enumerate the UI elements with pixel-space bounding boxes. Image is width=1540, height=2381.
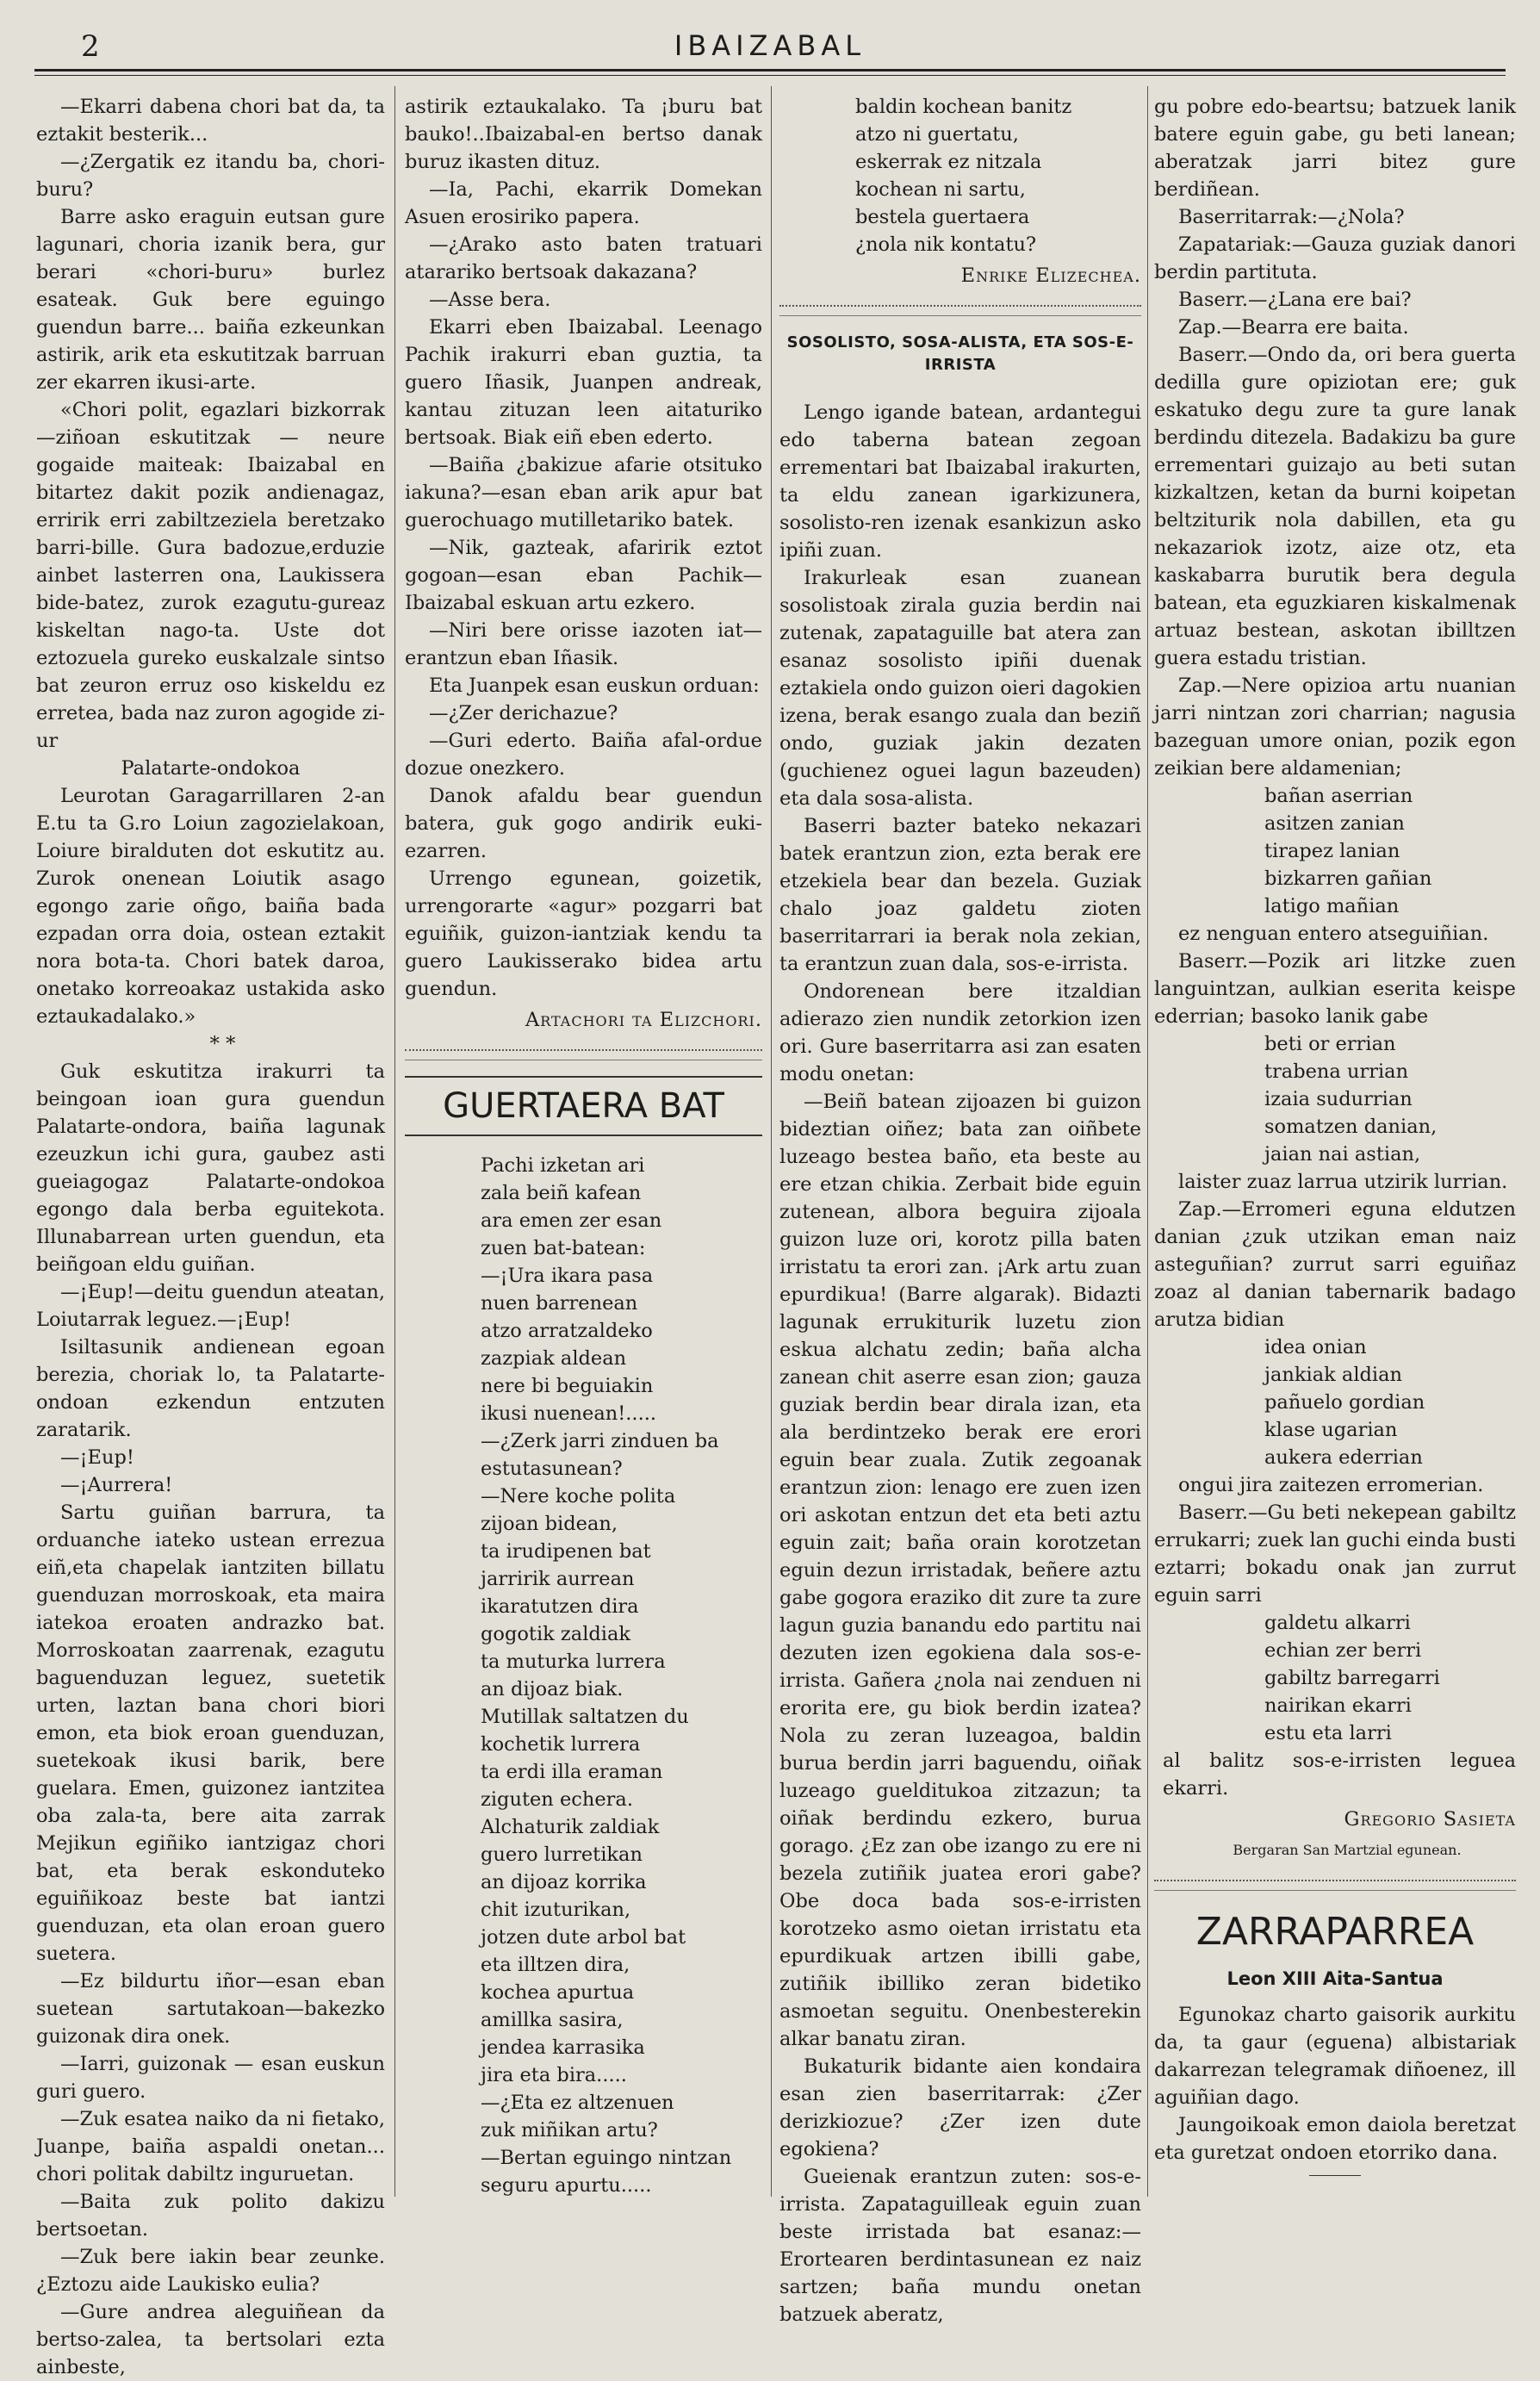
poem-line: zala beiñ kafean bbox=[481, 1182, 642, 1204]
column-2 bbox=[405, 93, 762, 2195]
poem-line: —¡Ura ikara pasa bbox=[481, 1265, 654, 1287]
poem-line: gabiltz barregarri bbox=[1264, 1667, 1440, 1689]
paragraph: —¿Arako asto baten tratuari atarariko bertsoak dakazana? bbox=[405, 233, 762, 283]
poem-line: kochean ni sartu, bbox=[855, 178, 1026, 201]
paragraph: Guk eskutitza irakurri ta beingoan ioan gura guendun Palatarte-ondora, baiña lagunak ezeuzkun ichi gura, gaubez asti gueiagogaz Palatarte-ondokoa egongo dala berba eguitekota. Illunabarrean urten guendun, eta beiñgoan eldu guiñan. bbox=[36, 1060, 385, 1276]
poem-line: jira eta bira..... bbox=[481, 2064, 627, 2086]
poem-line: bizkarren gañian bbox=[1264, 867, 1432, 890]
poem-line: chit izuturikan, bbox=[481, 1899, 631, 1921]
poem-line: zijoan bidean, bbox=[481, 1513, 618, 1535]
poem-line: jaian nai astian, bbox=[1264, 1143, 1421, 1166]
poem bbox=[779, 93, 1141, 258]
paragraph: al balitz sos-e-irristen leguea ekarri. bbox=[1163, 1750, 1516, 1800]
poem-line: zuk miñikan artu? bbox=[481, 2119, 658, 2142]
paragraph: Barre asko eraguin eutsan gure lagunari, choria izanik bera, gur berari «chori-buru» burlez esateak. Guk bere eguingo guendun barre... baiña ezkeunkan astirik, arik eta eskutitzak barruan zer ekarren ikusi-arte. bbox=[36, 206, 385, 394]
paragraph: Baserr.—Ondo da, ori bera guerta dedilla gure opiziotan ere; guk eskatuko degu zure ta gure lanak berdindu ditezela. Badakizu ba gure errementari guizajo au beti sutan kizkaltzen, ketan da burni koipetan beltziturik nola dabillen, eta gu nekazariok izotz, aize otz, eta kaskabarra burutik bera degula batean, eta eguzkiaren kiskalmenak artuaz bestean, askotan ibilltzen guera estadu tristian. bbox=[1154, 344, 1516, 669]
column-3 bbox=[779, 93, 1141, 2326]
poem-line: Pachi izketan ari bbox=[481, 1154, 645, 1177]
poem-line: kochetik lurrera bbox=[481, 1733, 641, 1756]
poem-line: gogotik zaldiak bbox=[481, 1623, 631, 1645]
poem bbox=[405, 1152, 762, 2199]
poem-line: ara emen zer esan bbox=[481, 1209, 662, 1232]
article-signature: Gregorio Sasieta bbox=[1344, 1808, 1516, 1831]
poem-line: —Nere koche polita bbox=[481, 1485, 676, 1508]
paragraph: astirik eztaukalako. Ta ¡buru bat bauko!..Ibaizabal-en bertso danak buruz ikasten dituz. bbox=[405, 96, 762, 173]
poem-line: ta irudipenen bat bbox=[481, 1540, 651, 1563]
paragraph: Baserr.—¿Lana ere bai? bbox=[1178, 289, 1412, 311]
paragraph: ez nenguan entero atseguiñian. bbox=[1178, 923, 1489, 945]
page-header bbox=[34, 24, 1506, 69]
poem-line: ziguten echera. bbox=[481, 1788, 633, 1811]
poem-line: jendea karrasika bbox=[481, 2036, 645, 2059]
paragraph: Baserr.—Gu beti nekepean gabiltz errukarri; zuek lan guchi einda busti eztarri; bokadu onak jan zurrut eguin sarri bbox=[1154, 1501, 1516, 1607]
paragraph: Baserritarrak:—¿Nola? bbox=[1178, 206, 1405, 228]
paragraph: Isiltasunik andienean egoan berezia, choriak lo, ta Palatarte-ondoan ezkendun entzuten zaratarik. bbox=[36, 1336, 385, 1441]
paragraph: Irakurleak esan zuanean sosolistoak zirala guzia berdin nai zutenak, zapataguille bat atera zan esanaz sosolisto ipiñi duenak eztakiela ondo guizon oieri dagokien izena, berak esango zuala dan beziñ ondo, guziak jakin dezaten (guchienez oguei lagun bazeuden) eta dala sosa-alista. bbox=[779, 567, 1141, 810]
paragraph: —¿Zergatik ez itandu ba, chori-buru? bbox=[36, 151, 385, 201]
paragraph: Zapatariak:—Gauza guziak danori berdin partituta. bbox=[1154, 233, 1516, 283]
poem-line: izaia sudurrian bbox=[1264, 1088, 1413, 1110]
paragraph: —Asse bera. bbox=[429, 289, 551, 311]
poem-line: bañan aserrian bbox=[1264, 785, 1413, 807]
poem-line: estu eta larri bbox=[1264, 1722, 1392, 1744]
poem-line: beti or errian bbox=[1264, 1033, 1396, 1055]
poem-line: jankiak aldian bbox=[1264, 1364, 1403, 1386]
poem-line: ta muturka lurrera bbox=[481, 1651, 666, 1673]
paragraph: Ekarri eben Ibaizabal. Leenago Pachik irakurri eban guztia, ta guero Iñasik, Juanpen andreak, kantau zituzan leen aitaturiko bertsoak. Biak eiñ eben ederto. bbox=[405, 316, 762, 449]
header-rule bbox=[34, 69, 1506, 76]
letter-signature: Palatarte-ondokoa bbox=[121, 757, 301, 780]
poem-line: atzo ni guertatu, bbox=[855, 123, 1019, 146]
poem-line: nuen barrenean bbox=[481, 1292, 638, 1315]
paragraph: —Ez bildurtu iñor—esan eban suetean sartutakoan—bakezko guizonak dira onek. bbox=[36, 1970, 385, 2048]
poem-line: jotzen dute arbol bat bbox=[481, 1926, 686, 1949]
end-rule bbox=[1309, 2175, 1361, 2176]
paragraph: —Beiñ batean zijoazen bi guizon bideztian oiñez; bata zan oiñbete luzeago bestea baño, eta beste au ere etzan chikia. Zerbait bide eguin zutenean, albora beguira zijoala guizon luze ori, korotz pilla baten irristatu ta erori zan. ¡Ark artu zuan epurdikua! (Barre algarak). Bidazti lagunak errukiturik luzetu zion eskua alchatu zedin; baña alcha zanean chit aserre esan zion; gauza guziak berdin bear dirala izan, eta ala berdintzeko berak ere erori eguin bear zuala. Zutik zegoanak erantzun zion: lenago ere zuen izen ori askotan entzun det eta beti aztu eguin zait; baña orain korotzetan eguin dezun irristadak, beñere aztu gabe gogora eraziko dit zure ta zure lagun guzia banandu edo partitu nai dezuten izen egokiena dala sos-e-irrista. Gañera ¿nola nai zenduen ni erorita ere, gu biok berdin izatea? Nola zu zeran luzeagoa, baldin burua berdin jarri baguendu, oiñak luzeago guelditukoa zitzazun; ta oiñak berdindu ezkero, burua gorago. ¿Ez zan obe izango zu ere ni bezela zutiñik juatea erori gabe? Obe doca bada sos-e-irristen korotzeko asmo oietan irristatu eta epurdikuak artzen ibilli gabe, zutiñik ibilliko zeran bidetiko asmoetan seguitu. Onenbesterekin alkar banatu ziran. bbox=[779, 1091, 1141, 2050]
newspaper-title: IBAIZABAL bbox=[674, 29, 866, 62]
section-rule bbox=[405, 1049, 762, 1060]
poem-line: baldin kochean banitz bbox=[855, 96, 1072, 118]
poem-line: kochea apurtua bbox=[481, 1981, 635, 2004]
paragraph: Baserr.—Pozik ari litzke zuen languintzan, aulkian eserita keispe ederrian; basoko lanik gabe bbox=[1154, 950, 1516, 1028]
poem-line: seguru apurtu..... bbox=[481, 2174, 652, 2197]
paragraph: —Zuk esatea naiko da ni fietako, Juanpe, baiña aspaldi onetan... chori politak dabiltz inguruetan. bbox=[36, 2108, 385, 2185]
poem-line: Mutillak saltatzen du bbox=[481, 1706, 689, 1728]
section-title: SOSOLISTO, SOSA-ALISTA, ETA SOS-E-IRRISTA bbox=[786, 333, 1134, 374]
poem-line: —¿Eta ez altzenuen bbox=[481, 2092, 674, 2114]
poem bbox=[1154, 1609, 1516, 1747]
poem-line: —¿Zerk jarri zinduen ba bbox=[481, 1430, 719, 1452]
paragraph: Egunokaz charto gaisorik aurkitu da, ta gaur (eguena) albistariak dakarrezan telegramak diñoenez, ill aguiñian dago. bbox=[1154, 2004, 1516, 2109]
poem-line: amillka sasira, bbox=[481, 2009, 624, 2031]
section-separator: * * bbox=[209, 1033, 236, 1055]
poem-line: jarririk aurrean bbox=[481, 1568, 635, 1590]
paragraph: Baserri bazter bateko nekazari batek erantzun zion, ezta berak ere etzekiela bear dan bezela. Guziak chalo joaz galdetu zioten baserritarrari ia berak nola zekian, ta erantzun zuan dala, sos-e-irrista. bbox=[779, 815, 1141, 975]
poem-line: echian zer berri bbox=[1264, 1639, 1422, 1662]
paragraph: —Ia, Pachi, ekarrik Domekan Asuen erosiriko papera. bbox=[405, 178, 762, 228]
paragraph: laister zuaz larrua utzirik lurrian. bbox=[1178, 1171, 1508, 1193]
section-title: ZARRAPARREA bbox=[1195, 1910, 1475, 1954]
column-1 bbox=[36, 93, 385, 2378]
paragraph: —Iarri, guizonak — esan euskun guri guero. bbox=[36, 2053, 385, 2103]
poem-line: —Bertan eguingo nintzan bbox=[481, 2147, 732, 2169]
section-title: GUERTAERA BAT bbox=[405, 1076, 762, 1136]
paragraph: —¡Aurrera! bbox=[60, 1474, 173, 1496]
article-signature: Artachori ta Elizchori. bbox=[525, 1009, 762, 1031]
poem bbox=[1154, 782, 1516, 920]
poem-line: galdetu alkarri bbox=[1264, 1612, 1411, 1634]
paragraph: Leurotan Garagarrillaren 2-an E.tu ta G.ro Loiun zagozielakoan, Loiure biralduten dot eskutitz au. Zurok onenean Loiutik asago egongo zarie oñgo, baiña bada ezpadan orra doia, ostean eztakit nora bota-ta. Chori batek daroa, onetako korreoakaz ustakida asko eztaukadalako.» bbox=[36, 785, 385, 1028]
paragraph: —Ekarri dabena chori bat da, ta eztakit besterik... bbox=[36, 96, 385, 146]
paragraph: Zap.—Bearra ere baita. bbox=[1178, 316, 1409, 339]
poem-line: ¿nola nik kontatu? bbox=[855, 233, 1037, 256]
poem-line: bestela guertaera bbox=[855, 206, 1030, 228]
column-divider bbox=[1147, 86, 1148, 2197]
paragraph: —Nik, gazteak, afaririk eztot gogoan—esan eban Pachik—Ibaizabal eskuan artu ezkero. bbox=[405, 537, 762, 614]
paragraph: Jaungoikoak emon daiola beretzat eta guretzat ondoen etorriko dana. bbox=[1154, 2114, 1516, 2164]
column-4 bbox=[1154, 93, 1516, 2195]
poem-line: somatzen danian, bbox=[1264, 1116, 1438, 1138]
poem bbox=[1154, 1333, 1516, 1471]
poem-line: Alchaturik zaldiak bbox=[481, 1816, 660, 1838]
section-subheading: Leon XIII Aita-Santua bbox=[1226, 1968, 1444, 1989]
poem-line: aukera ederrian bbox=[1264, 1446, 1423, 1469]
poem-line: nere bi beguiakin bbox=[481, 1375, 654, 1397]
column-divider bbox=[394, 86, 395, 2197]
poem-line: ta erdi illa eraman bbox=[481, 1761, 663, 1783]
poem-line: estutasunean? bbox=[481, 1458, 623, 1480]
paragraph: gu pobre edo-beartsu; batzuek lanik batere eguin gabe, gu beti lanean; aberatzak jarri bitez gure berdiñean. bbox=[1154, 96, 1516, 201]
paragraph: Zap.—Erromeri eguna eldutzen danian ¿zuk utzikan eman naiz asteguñian? zurrut sarri eguiñaz zoaz al danian tabernarik badago arutza bidian bbox=[1154, 1198, 1516, 1331]
paragraph: Bukaturik bidante aien kondaira esan zien baserritarrak: ¿Zer derizkiozue? ¿Zer izen dute egokiena? bbox=[779, 2055, 1141, 2160]
poem-line: idea onian bbox=[1264, 1336, 1367, 1358]
poem-line: ikusi nuenean!..... bbox=[481, 1402, 657, 1425]
page-number: 2 bbox=[81, 29, 100, 64]
paragraph: —Niri bere orisse iazoten iat—erantzun eban Iñasik. bbox=[405, 619, 762, 669]
poem-line: zuen bat-batean: bbox=[481, 1237, 646, 1259]
poem-line: an dijoaz biak. bbox=[481, 1678, 624, 1700]
section-rule bbox=[779, 305, 1141, 316]
paragraph: Lengo igande batean, ardantegui edo taberna batean zegoan errementari bat Ibaizabal irakurten, ta eldu zanean igarkizunera, sosolisto-ren izenak esankizun asko ipiñi zuan. bbox=[779, 401, 1141, 562]
paragraph: Sartu guiñan barrura, ta orduanche iateko ustean errezua eiñ,eta chapelak iantziten billatu guenduzan morroskoak, eta maira iatekoa eroaten andrazko bat. Morroskoatan zaarrenak, ezagutu baguenduzan leguez, suetetik urten, laztan bana chori biori emon, eta biok eroan guenduzan, suetekoak ikusi barik, bere guelara. Emen, guizonez iantzitea oba zala-ta, bere aita zarrak Mejikun egiñiko iantzigaz chori bat, eta berak eskonduteko eguiñikoaz beste bat iantzi guenduzan, eta olan eroan guero suetera. bbox=[36, 1501, 385, 1965]
poem-line: nairikan ekarri bbox=[1264, 1694, 1412, 1717]
paragraph: Danok afaldu bear guendun batera, guk gogo andirik euki-ezarren. bbox=[405, 785, 762, 862]
signature-note: Bergaran San Martzial egunean. bbox=[1233, 1842, 1462, 1858]
paragraph: Eta Juanpek esan euskun orduan: bbox=[429, 675, 760, 697]
poem-line: asitzen zanian bbox=[1264, 812, 1405, 835]
paragraph: —¡Eup! bbox=[60, 1446, 134, 1469]
poem-line: guero lurretikan bbox=[481, 1843, 643, 1866]
section-rule bbox=[1154, 1880, 1516, 1891]
poem-line: tirapez lanian bbox=[1264, 840, 1400, 862]
paragraph: —¿Zer derichazue? bbox=[429, 702, 618, 724]
paragraph: ongui jira zaitezen erromerian. bbox=[1178, 1474, 1484, 1496]
poem-line: ikaratutzen dira bbox=[481, 1595, 639, 1618]
poem-line: eskerrak ez nitzala bbox=[855, 151, 1042, 173]
paragraph: «Chori polit, egazlari bizkorrak—ziñoan eskutitzak — neure gogaide maiteak: Ibaizabal en bitartez dakit pozik andienagaz, erririk erri zabiltzeziela beretzako barri-bille. Gura badozue,erduzie ainbet lasterren ona, Laukissera bide-batez, zurok ezagutu-gureaz kiskeltan nago-ta. Uste dot eztozuela gureko euskalzale sintso bat zeuron erruz oso kiskeldu ez erretea, bada naz zuron agogide zi-ur bbox=[36, 399, 385, 752]
paragraph: Zap.—Nere opizioa artu nuanian jarri nintzan zori charrian; nagusia bazeguan umore onian, pozik egon zeikian bere aldamenian; bbox=[1154, 675, 1516, 780]
poem-line: zazpiak aldean bbox=[481, 1347, 627, 1370]
poem-line: an dijoaz korrika bbox=[481, 1871, 647, 1893]
paragraph: —Baita zuk polito dakizu bertsoetan. bbox=[36, 2191, 385, 2241]
poem bbox=[1154, 1030, 1516, 1168]
column-divider bbox=[771, 86, 772, 2197]
paragraph: —Guri ederto. Baiña afal-ordue dozue onezkero. bbox=[405, 730, 762, 780]
paragraph: Urrengo egunean, goizetik, urrengorarte «agur» pozgarri bat eguiñik, guizon-iantziak kendu ta guero Laukisserako bidea artu guendun. bbox=[405, 867, 762, 1000]
poem-line: trabena urrian bbox=[1264, 1060, 1409, 1083]
paragraph: —Baiña ¿bakizue afarie otsituko iakuna?—esan eban arik apur bat guerochuago mutilletariko batek. bbox=[405, 454, 762, 532]
paragraph: Ondorenean bere itzaldian adierazo zien nundik zetorkion izen ori. Gure baserritarra asi zan esaten modu onetan: bbox=[779, 980, 1141, 1085]
paragraph: —¡Eup!—deitu guendun ateatan, Loiutarrak leguez.—¡Eup! bbox=[36, 1281, 385, 1331]
poem-line: pañuelo gordian bbox=[1264, 1391, 1425, 1414]
paragraph: Gueienak erantzun zuten: sos-e-irrista. Zapataguilleak eguin zuan beste irristada bat esanaz:—Erortearen berdintasunean ez naiz sartzen; baña mundu onetan batzuek aberatz, bbox=[779, 2166, 1141, 2326]
poem-line: atzo arratzaldeko bbox=[481, 1320, 653, 1342]
paragraph: —Zuk bere iakin bear zeunke. ¿Eztozu aide Laukisko eulia? bbox=[36, 2246, 385, 2296]
paragraph: —Gure andrea aleguiñean da bertso-zalea, ta bertsolari ezta ainbeste, bbox=[36, 2301, 385, 2378]
article-signature: Enrike Elizechea. bbox=[960, 264, 1141, 287]
poem-line: eta illtzen dira, bbox=[481, 1954, 630, 1976]
poem-line: klase ugarian bbox=[1264, 1419, 1398, 1441]
poem-line: latigo mañian bbox=[1264, 895, 1400, 917]
